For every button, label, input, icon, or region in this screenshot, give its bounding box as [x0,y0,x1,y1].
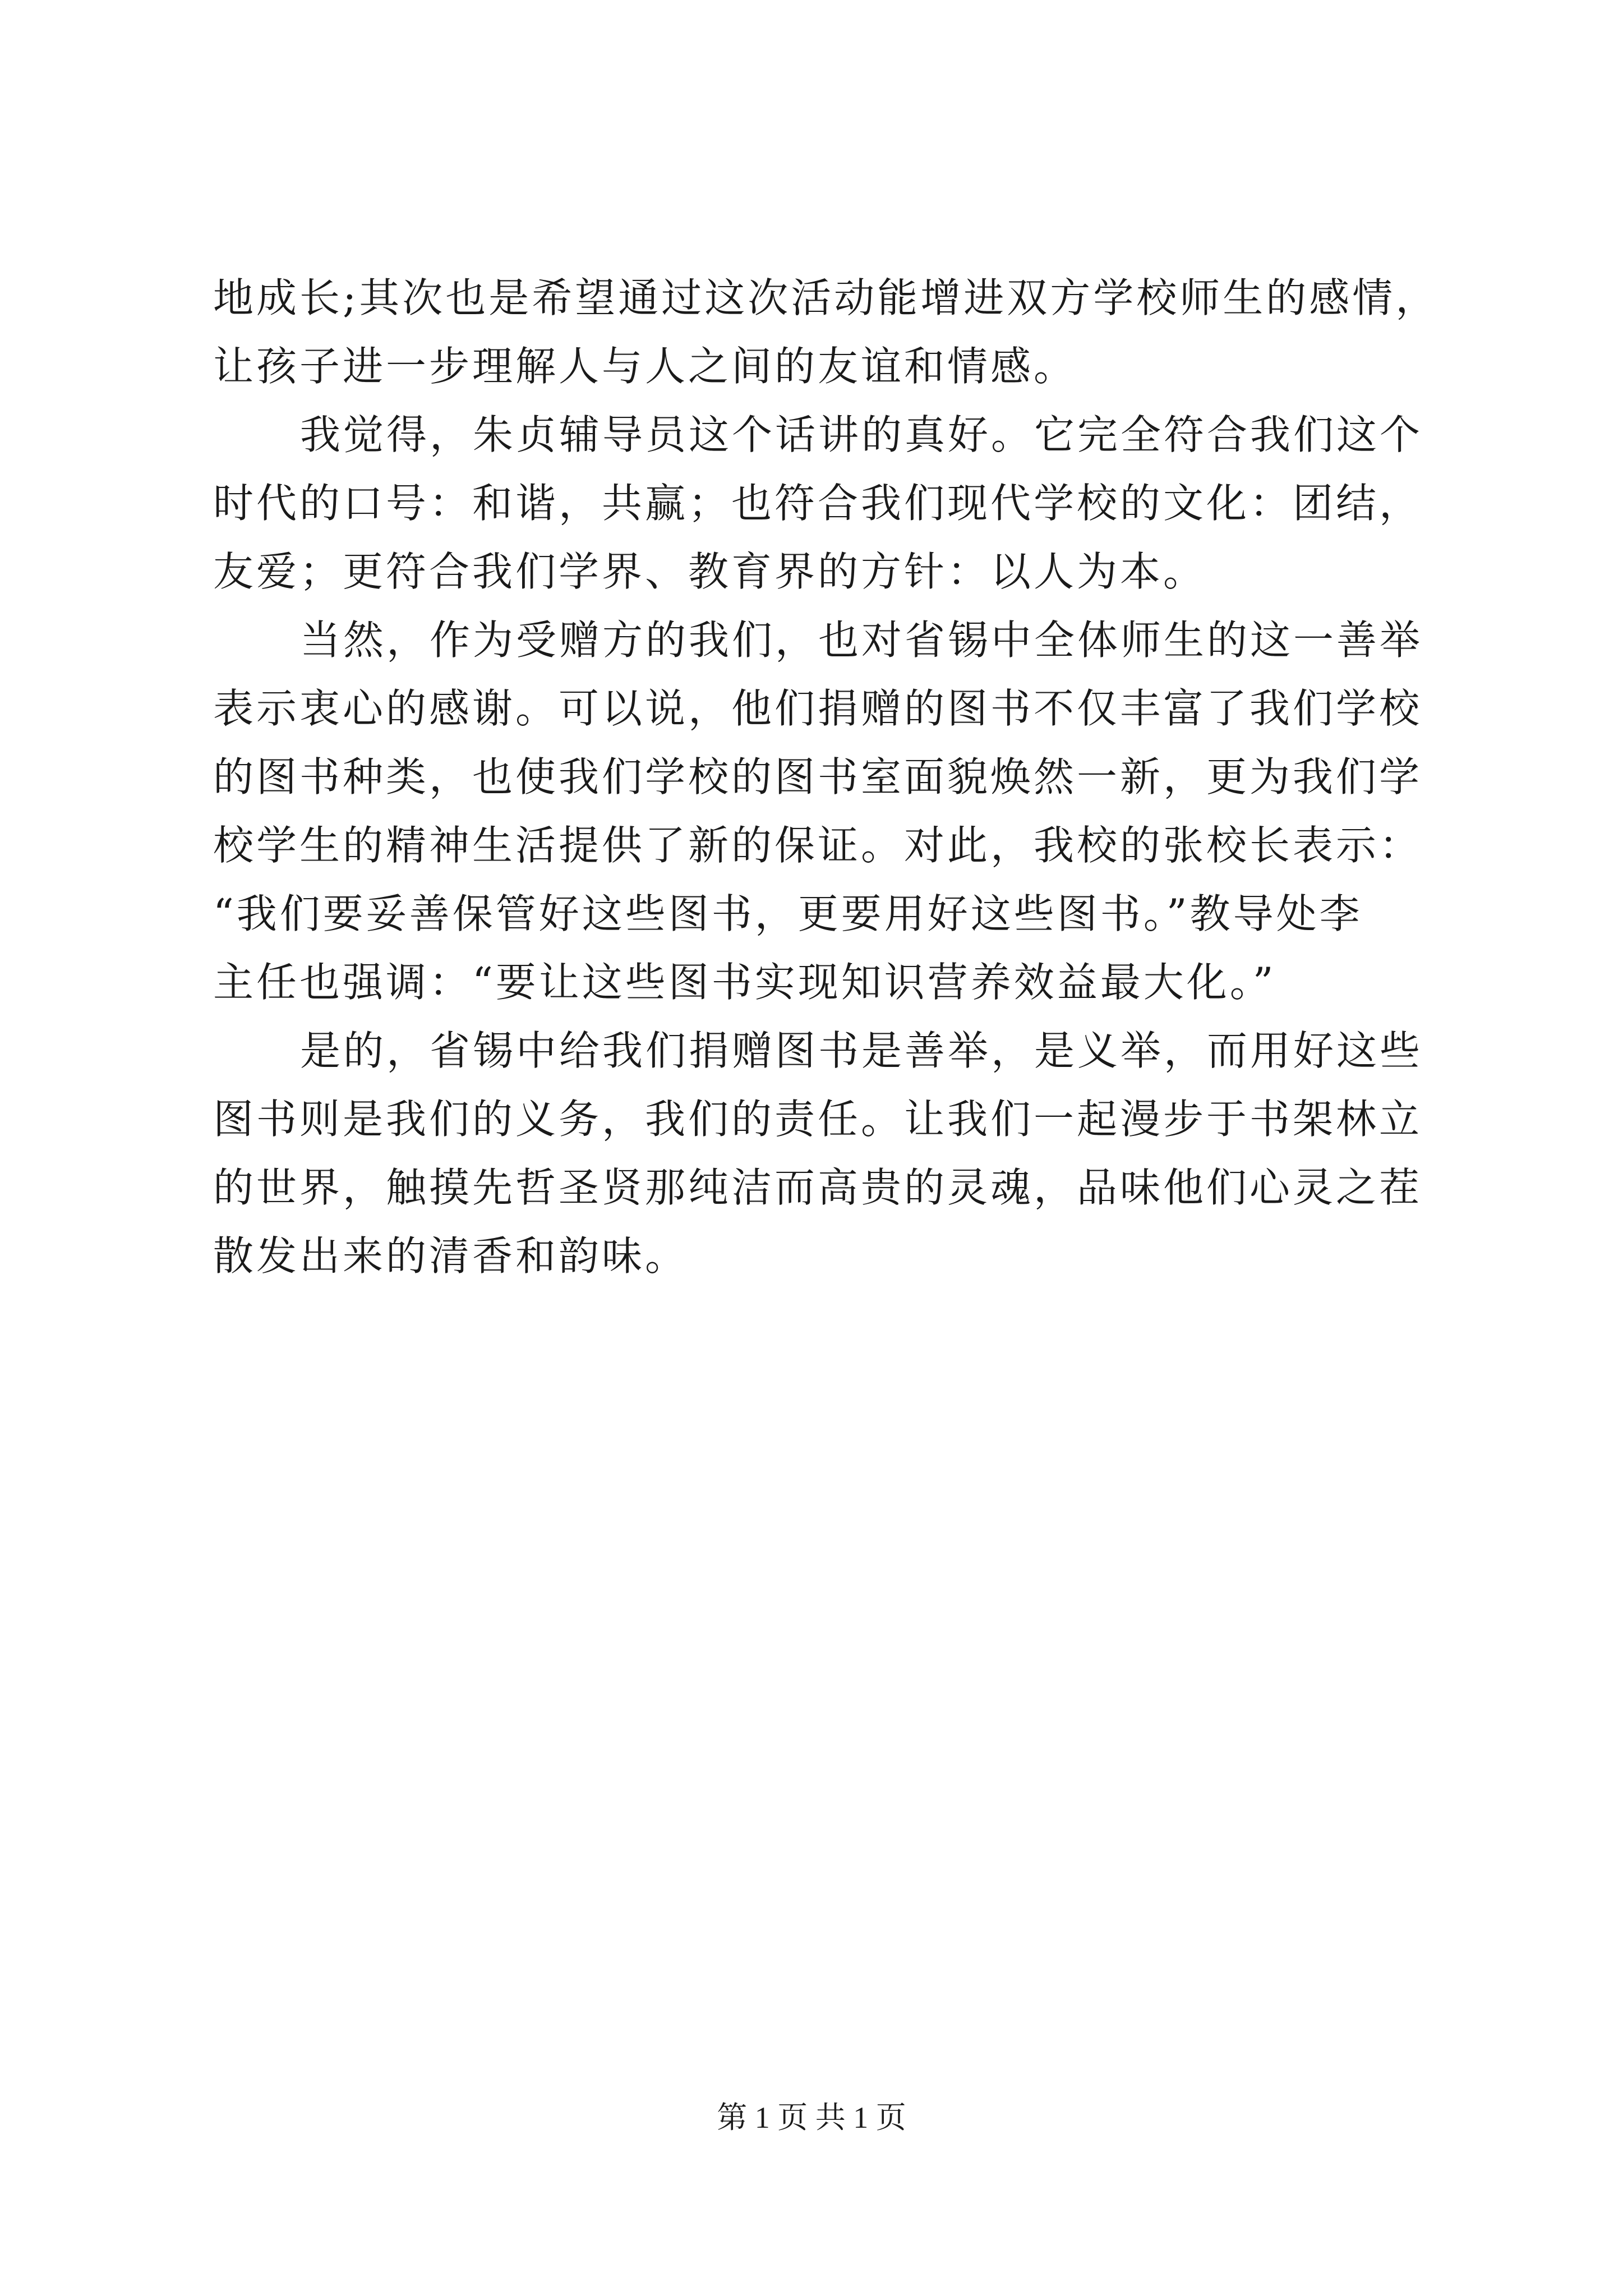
text-line: 的图书种类，也使我们学校的图书室面貌焕然一新，更为我们学 [213,753,1423,800]
text-line: 时代的口号：和谐，共赢；也符合我们现代学校的文化：团结， [213,480,1423,527]
text-line: 校学生的精神生活提供了新的保证。对此，我校的张校长表示： [213,822,1423,869]
paragraph-start-line: 是的，省锡中给我们捐赠图书是善举，是义举，而用好这些 [300,1027,1423,1074]
text-line: 表示衷心的感谢。可以说，他们捐赠的图书不仅丰富了我们学校 [213,685,1423,732]
text-line: 的世界，触摸先哲圣贤那纯洁而高贵的灵魂，品味他们心灵之茬 [213,1164,1423,1211]
page-footer [0,2098,1623,2137]
paragraph-start-line: 当然，作为受赠方的我们，也对省锡中全体师生的这一善举 [300,616,1423,664]
text-line: 友爱；更符合我们学界、教育界的方针：以人为本。 [213,548,1207,595]
document-body [213,264,1439,1290]
text-line: 图书则是我们的义务，我们的责任。让我们一起漫步于书架林立 [213,1096,1423,1143]
text-line: 主任也强调：“要让这些图书实现知识营养效益最大化。” [213,959,1276,1006]
page-number: 第 1 页 共 1 页 [717,2101,906,2134]
text-line: 散发出来的清香和韵味。 [213,1232,689,1280]
text-line: “我们要妥善保管好这些图书，更要用好这些图书。”教导处李 [213,890,1363,937]
text-line: 让孩子进一步理解人与人之间的友谊和情感。 [213,343,1077,390]
paragraph-start-line: 我觉得，朱贞辅导员这个话讲的真好。它完全符合我们这个 [300,411,1423,458]
text-line: 地成长;其次也是希望通过这次活动能增进双方学校师生的感情， [213,274,1439,321]
